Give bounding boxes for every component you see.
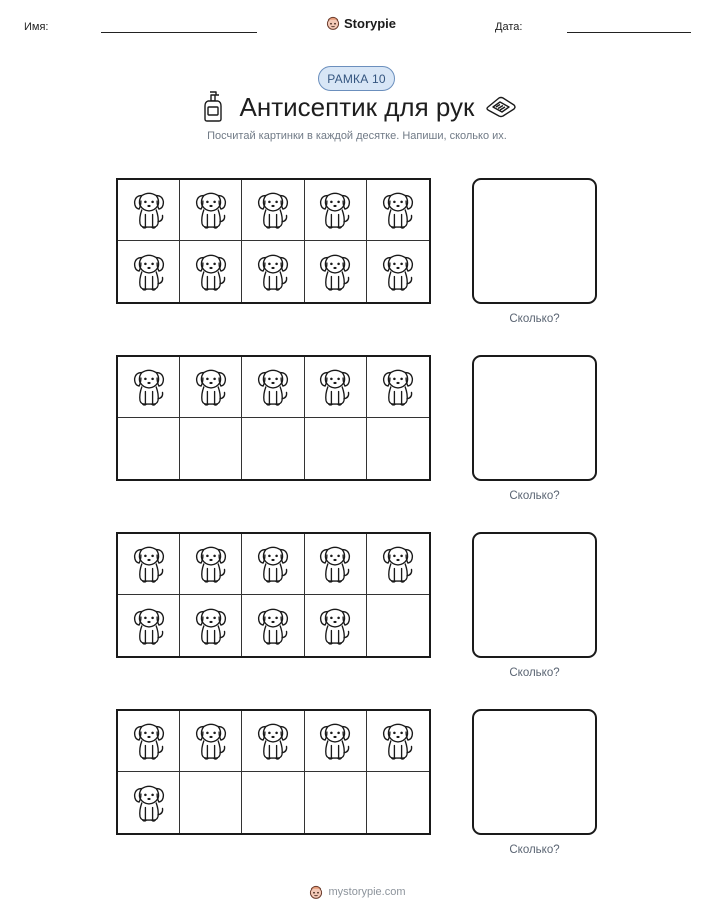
puppy-icon (131, 542, 167, 586)
ten-frame-cell (367, 357, 429, 418)
how-many-label: Сколько? (509, 667, 560, 679)
puppy-icon (131, 781, 167, 825)
puppy-icon (317, 719, 353, 763)
ten-frame-cell (367, 418, 429, 479)
ten-frame-cell (180, 418, 242, 479)
ten-frame-cell (305, 595, 367, 656)
ten-frame-cell (305, 357, 367, 418)
puppy-icon (255, 188, 291, 232)
date-label: Дата: (495, 21, 523, 33)
ten-frame-cell (118, 241, 180, 302)
ten-frame-cell (118, 180, 180, 241)
ten-frame-cell (242, 772, 304, 833)
puppy-icon (380, 250, 416, 294)
puppy-icon (317, 604, 353, 648)
puppy-icon (193, 604, 229, 648)
puppy-icon (193, 250, 229, 294)
puppy-icon (193, 188, 229, 232)
puppy-icon (193, 365, 229, 409)
ten-frame-cell (118, 772, 180, 833)
how-many-label: Сколько? (509, 844, 560, 856)
ten-frame-cell (242, 418, 304, 479)
ten-frame-cell (367, 241, 429, 302)
puppy-icon (193, 719, 229, 763)
ten-frame-cell (180, 357, 242, 418)
answer-box[interactable] (472, 355, 597, 481)
ten-frame-cell (242, 534, 304, 595)
ten-frame-cell (305, 534, 367, 595)
ten-frame-cell (180, 180, 242, 241)
instructions: Посчитай картинки в каждой десятке. Напиши, сколько их. (207, 130, 507, 142)
ten-frame-cell (180, 534, 242, 595)
ten-frame-cell (305, 772, 367, 833)
puppy-icon (317, 250, 353, 294)
ten-frame-cell (118, 595, 180, 656)
puppy-icon (131, 719, 167, 763)
ten-frame-cell (180, 595, 242, 656)
ten-frame-cell (242, 241, 304, 302)
ten-frame-cell (367, 772, 429, 833)
puppy-icon (317, 188, 353, 232)
answer-box[interactable] (472, 709, 597, 835)
puppy-icon (255, 719, 291, 763)
answer-box[interactable] (472, 532, 597, 658)
puppy-icon (317, 542, 353, 586)
puppy-icon (131, 188, 167, 232)
puppy-icon (380, 365, 416, 409)
ten-frame (116, 178, 431, 304)
ten-frame-cell (118, 418, 180, 479)
puppy-icon (380, 188, 416, 232)
ten-frame-cell (305, 711, 367, 772)
puppy-icon (131, 604, 167, 648)
brand-name: Storypie (344, 15, 397, 31)
ten-frame-cell (180, 711, 242, 772)
ten-frame-cell (242, 357, 304, 418)
puppy-icon (131, 365, 167, 409)
ten-frame-cell (180, 241, 242, 302)
storypie-mascot-icon (325, 15, 341, 31)
ten-frame-cell (367, 180, 429, 241)
soap-bar-icon (485, 95, 517, 119)
date-line[interactable] (567, 32, 691, 33)
ten-frame (116, 355, 431, 481)
ten-frame-cell (305, 418, 367, 479)
puppy-icon (255, 604, 291, 648)
ten-frame-cell (180, 772, 242, 833)
ten-frame-cell (242, 595, 304, 656)
puppy-icon (255, 250, 291, 294)
brand-logo (325, 13, 396, 33)
page-title: Антисептик для рук (239, 92, 475, 122)
how-many-label: Сколько? (509, 490, 560, 502)
puppy-icon (380, 719, 416, 763)
storypie-mascot-icon (308, 884, 324, 900)
ten-frame-cell (242, 711, 304, 772)
footer (0, 884, 714, 900)
ten-frame-cell (242, 180, 304, 241)
puppy-icon (317, 365, 353, 409)
ten-frame-cell (367, 534, 429, 595)
how-many-label: Сколько? (509, 313, 560, 325)
answer-box[interactable] (472, 178, 597, 304)
ten-frame-cell (305, 180, 367, 241)
puppy-icon (380, 542, 416, 586)
puppy-icon (131, 250, 167, 294)
name-label: Имя: (24, 21, 49, 33)
ten-frame (116, 709, 431, 835)
ten-frame-cell (118, 711, 180, 772)
ten-frame-cell (118, 534, 180, 595)
ten-frame-cell (118, 357, 180, 418)
frame-badge: РАМКА 10 (318, 66, 395, 91)
footer-url: mystorypie.com (328, 886, 406, 898)
name-line[interactable] (101, 32, 257, 33)
ten-frame-cell (367, 711, 429, 772)
ten-frame-cell (305, 241, 367, 302)
ten-frame-cell (367, 595, 429, 656)
puppy-icon (193, 542, 229, 586)
puppy-icon (255, 542, 291, 586)
puppy-icon (255, 365, 291, 409)
ten-frame (116, 532, 431, 658)
